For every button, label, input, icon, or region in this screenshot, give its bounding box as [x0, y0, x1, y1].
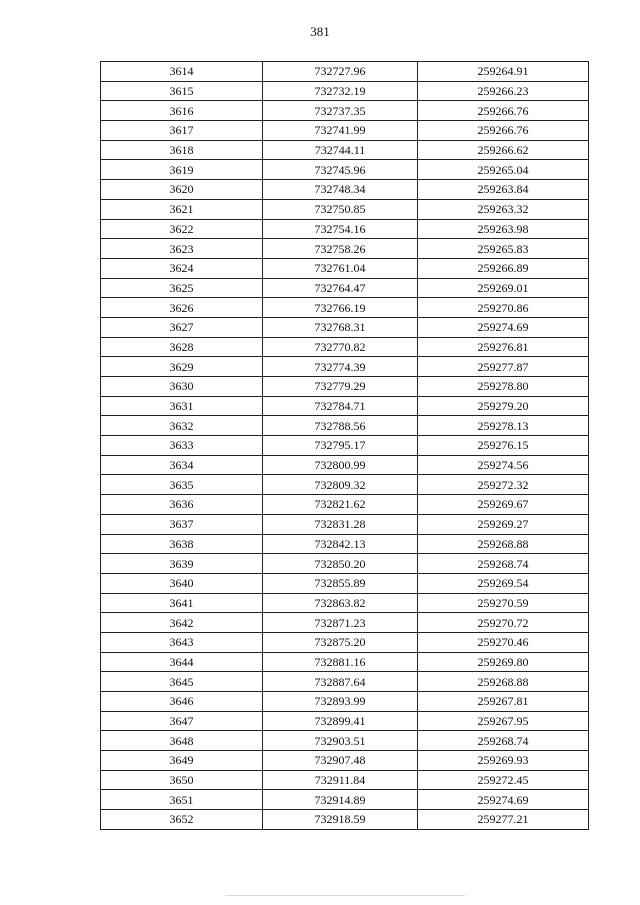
- table-body: [101, 62, 589, 830]
- y-coordinate-cell: 259274.69: [418, 790, 589, 810]
- point-number-cell: 3636: [101, 495, 263, 515]
- y-coordinate-cell: 259267.81: [418, 692, 589, 712]
- x-coordinate-cell: 732914.89: [263, 790, 418, 810]
- y-coordinate-cell: 259264.91: [418, 62, 589, 82]
- x-coordinate-cell: 732907.48: [263, 751, 418, 771]
- table-row: [101, 377, 589, 397]
- x-coordinate-cell: 732800.99: [263, 455, 418, 475]
- x-coordinate-cell: 732918.59: [263, 810, 418, 830]
- x-coordinate-cell: 732745.96: [263, 160, 418, 180]
- x-coordinate-cell: 732850.20: [263, 554, 418, 574]
- table-row: [101, 239, 589, 259]
- table-row: [101, 573, 589, 593]
- y-coordinate-cell: 259266.76: [418, 101, 589, 121]
- coordinates-table-container: [100, 61, 588, 830]
- x-coordinate-cell: 732831.28: [263, 514, 418, 534]
- table-row: [101, 692, 589, 712]
- page-number: 381: [310, 24, 330, 39]
- x-coordinate-cell: 732732.19: [263, 81, 418, 101]
- x-coordinate-cell: 732764.47: [263, 278, 418, 298]
- point-number-cell: 3627: [101, 317, 263, 337]
- table-row: [101, 62, 589, 82]
- y-coordinate-cell: 259274.69: [418, 317, 589, 337]
- y-coordinate-cell: 259269.67: [418, 495, 589, 515]
- y-coordinate-cell: 259278.80: [418, 377, 589, 397]
- point-number-cell: 3614: [101, 62, 263, 82]
- point-number-cell: 3650: [101, 770, 263, 790]
- point-number-cell: 3624: [101, 258, 263, 278]
- x-coordinate-cell: 732744.11: [263, 140, 418, 160]
- point-number-cell: 3635: [101, 475, 263, 495]
- x-coordinate-cell: 732774.39: [263, 357, 418, 377]
- x-coordinate-cell: 732863.82: [263, 593, 418, 613]
- point-number-cell: 3638: [101, 534, 263, 554]
- table-row: [101, 731, 589, 751]
- x-coordinate-cell: 732795.17: [263, 436, 418, 456]
- table-row: [101, 160, 589, 180]
- y-coordinate-cell: 259266.76: [418, 121, 589, 141]
- x-coordinate-cell: 732737.35: [263, 101, 418, 121]
- y-coordinate-cell: 259266.62: [418, 140, 589, 160]
- table-row: [101, 770, 589, 790]
- table-row: [101, 337, 589, 357]
- y-coordinate-cell: 259276.15: [418, 436, 589, 456]
- table-row: [101, 751, 589, 771]
- y-coordinate-cell: 259269.80: [418, 652, 589, 672]
- x-coordinate-cell: 732741.99: [263, 121, 418, 141]
- bottom-divider: [225, 895, 465, 896]
- table-row: [101, 357, 589, 377]
- y-coordinate-cell: 259269.01: [418, 278, 589, 298]
- table-row: [101, 613, 589, 633]
- point-number-cell: 3643: [101, 632, 263, 652]
- table-row: [101, 199, 589, 219]
- point-number-cell: 3647: [101, 711, 263, 731]
- x-coordinate-cell: 732768.31: [263, 317, 418, 337]
- point-number-cell: 3629: [101, 357, 263, 377]
- point-number-cell: 3633: [101, 436, 263, 456]
- y-coordinate-cell: 259274.56: [418, 455, 589, 475]
- x-coordinate-cell: 732784.71: [263, 396, 418, 416]
- table-row: [101, 514, 589, 534]
- y-coordinate-cell: 259270.72: [418, 613, 589, 633]
- point-number-cell: 3618: [101, 140, 263, 160]
- table-row: [101, 455, 589, 475]
- y-coordinate-cell: 259269.54: [418, 573, 589, 593]
- table-row: [101, 593, 589, 613]
- table-row: [101, 396, 589, 416]
- table-row: [101, 632, 589, 652]
- table-row: [101, 298, 589, 318]
- y-coordinate-cell: 259272.45: [418, 770, 589, 790]
- table-row: [101, 416, 589, 436]
- x-coordinate-cell: 732761.04: [263, 258, 418, 278]
- table-row: [101, 258, 589, 278]
- x-coordinate-cell: 732887.64: [263, 672, 418, 692]
- point-number-cell: 3645: [101, 672, 263, 692]
- y-coordinate-cell: 259270.86: [418, 298, 589, 318]
- x-coordinate-cell: 732903.51: [263, 731, 418, 751]
- y-coordinate-cell: 259268.74: [418, 731, 589, 751]
- x-coordinate-cell: 732911.84: [263, 770, 418, 790]
- x-coordinate-cell: 732875.20: [263, 632, 418, 652]
- table-row: [101, 278, 589, 298]
- point-number-cell: 3623: [101, 239, 263, 259]
- y-coordinate-cell: 259263.98: [418, 219, 589, 239]
- table-row: [101, 711, 589, 731]
- y-coordinate-cell: 259268.88: [418, 672, 589, 692]
- point-number-cell: 3642: [101, 613, 263, 633]
- point-number-cell: 3617: [101, 121, 263, 141]
- point-number-cell: 3631: [101, 396, 263, 416]
- point-number-cell: 3625: [101, 278, 263, 298]
- table-row: [101, 317, 589, 337]
- table-row: [101, 790, 589, 810]
- point-number-cell: 3644: [101, 652, 263, 672]
- x-coordinate-cell: 732779.29: [263, 377, 418, 397]
- point-number-cell: 3641: [101, 593, 263, 613]
- x-coordinate-cell: 732821.62: [263, 495, 418, 515]
- point-number-cell: 3640: [101, 573, 263, 593]
- x-coordinate-cell: 732770.82: [263, 337, 418, 357]
- table-row: [101, 121, 589, 141]
- y-coordinate-cell: 259268.74: [418, 554, 589, 574]
- y-coordinate-cell: 259276.81: [418, 337, 589, 357]
- x-coordinate-cell: 732758.26: [263, 239, 418, 259]
- point-number-cell: 3646: [101, 692, 263, 712]
- point-number-cell: 3639: [101, 554, 263, 574]
- table-row: [101, 180, 589, 200]
- x-coordinate-cell: 732727.96: [263, 62, 418, 82]
- y-coordinate-cell: 259277.21: [418, 810, 589, 830]
- table-row: [101, 652, 589, 672]
- table-row: [101, 554, 589, 574]
- x-coordinate-cell: 732855.89: [263, 573, 418, 593]
- point-number-cell: 3620: [101, 180, 263, 200]
- point-number-cell: 3634: [101, 455, 263, 475]
- x-coordinate-cell: 732809.32: [263, 475, 418, 495]
- y-coordinate-cell: 259270.46: [418, 632, 589, 652]
- coordinates-table: [100, 61, 589, 830]
- y-coordinate-cell: 259265.04: [418, 160, 589, 180]
- table-row: [101, 475, 589, 495]
- point-number-cell: 3626: [101, 298, 263, 318]
- point-number-cell: 3632: [101, 416, 263, 436]
- x-coordinate-cell: 732842.13: [263, 534, 418, 554]
- point-number-cell: 3616: [101, 101, 263, 121]
- y-coordinate-cell: 259263.84: [418, 180, 589, 200]
- y-coordinate-cell: 259270.59: [418, 593, 589, 613]
- y-coordinate-cell: 259263.32: [418, 199, 589, 219]
- point-number-cell: 3630: [101, 377, 263, 397]
- x-coordinate-cell: 732881.16: [263, 652, 418, 672]
- table-row: [101, 140, 589, 160]
- y-coordinate-cell: 259269.27: [418, 514, 589, 534]
- point-number-cell: 3651: [101, 790, 263, 810]
- x-coordinate-cell: 732788.56: [263, 416, 418, 436]
- x-coordinate-cell: 732750.85: [263, 199, 418, 219]
- table-row: [101, 436, 589, 456]
- y-coordinate-cell: 259269.93: [418, 751, 589, 771]
- y-coordinate-cell: 259266.23: [418, 81, 589, 101]
- table-row: [101, 495, 589, 515]
- point-number-cell: 3628: [101, 337, 263, 357]
- y-coordinate-cell: 259277.87: [418, 357, 589, 377]
- table-row: [101, 534, 589, 554]
- y-coordinate-cell: 259278.13: [418, 416, 589, 436]
- y-coordinate-cell: 259265.83: [418, 239, 589, 259]
- x-coordinate-cell: 732899.41: [263, 711, 418, 731]
- y-coordinate-cell: 259268.88: [418, 534, 589, 554]
- x-coordinate-cell: 732766.19: [263, 298, 418, 318]
- point-number-cell: 3621: [101, 199, 263, 219]
- x-coordinate-cell: 732748.34: [263, 180, 418, 200]
- point-number-cell: 3619: [101, 160, 263, 180]
- table-row: [101, 810, 589, 830]
- point-number-cell: 3652: [101, 810, 263, 830]
- table-row: [101, 672, 589, 692]
- table-row: [101, 219, 589, 239]
- table-row: [101, 81, 589, 101]
- x-coordinate-cell: 732754.16: [263, 219, 418, 239]
- point-number-cell: 3649: [101, 751, 263, 771]
- x-coordinate-cell: 732871.23: [263, 613, 418, 633]
- table-row: [101, 101, 589, 121]
- y-coordinate-cell: 259279.20: [418, 396, 589, 416]
- x-coordinate-cell: 732893.99: [263, 692, 418, 712]
- y-coordinate-cell: 259267.95: [418, 711, 589, 731]
- point-number-cell: 3622: [101, 219, 263, 239]
- point-number-cell: 3637: [101, 514, 263, 534]
- y-coordinate-cell: 259266.89: [418, 258, 589, 278]
- point-number-cell: 3648: [101, 731, 263, 751]
- point-number-cell: 3615: [101, 81, 263, 101]
- y-coordinate-cell: 259272.32: [418, 475, 589, 495]
